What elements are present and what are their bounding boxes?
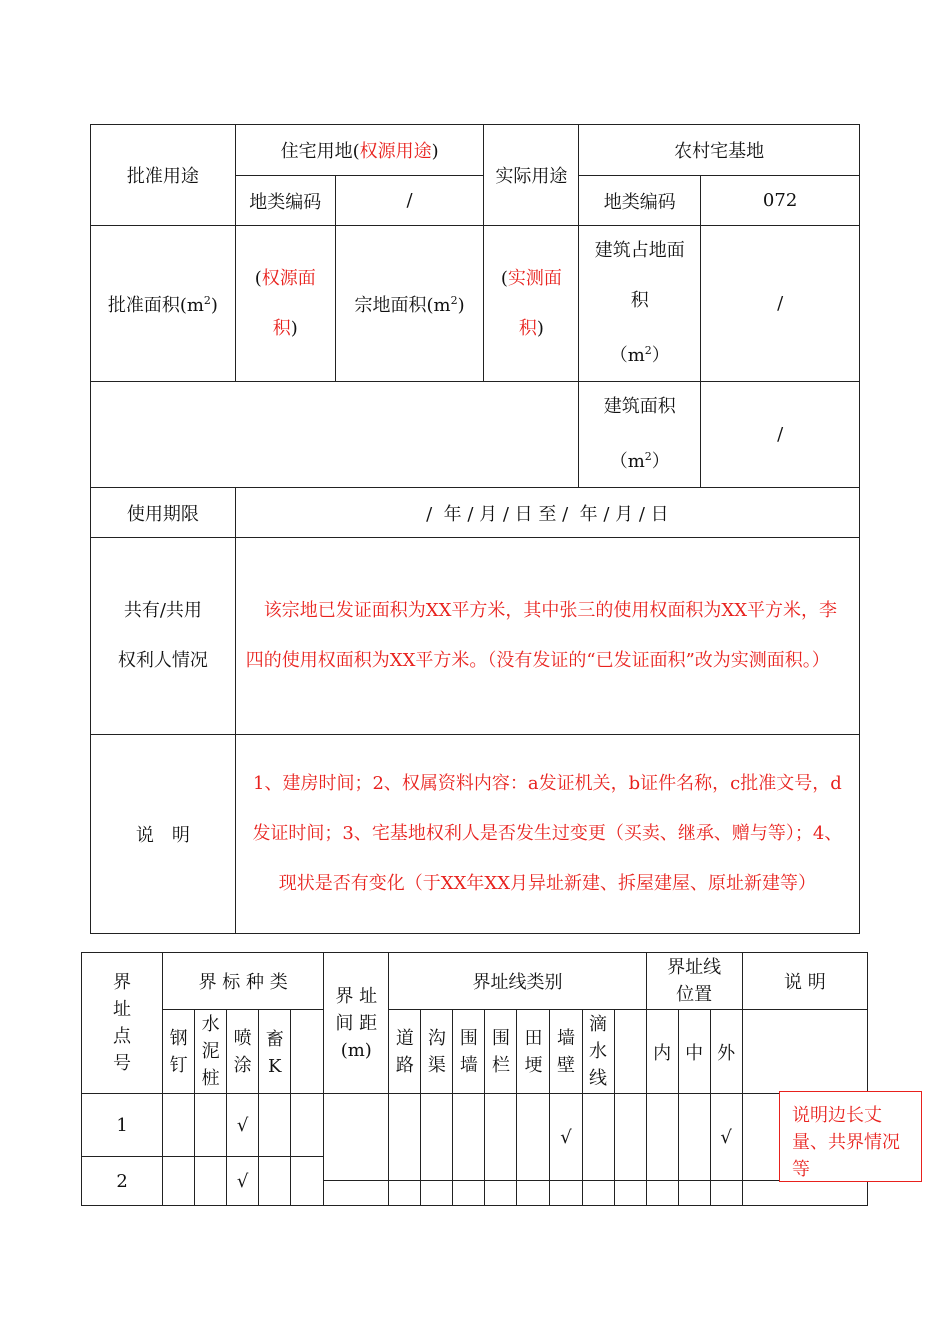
marker-steel-nail: 钢 钉 (163, 1010, 195, 1094)
line-ditch: 沟 渠 (421, 1010, 453, 1094)
table-row (82, 1094, 868, 1157)
term-label: 使用期限 (91, 488, 236, 538)
marker-spray-paint: 喷 涂 (227, 1010, 259, 1094)
approved-use-value: 住宅用地(权源用途) (235, 125, 484, 176)
pos-inner: 内 (646, 1010, 678, 1094)
line-fence: 围 栏 (485, 1010, 517, 1094)
marker-cement-pile: 水 泥 桩 (195, 1010, 227, 1094)
note-label-2: 说 明 (742, 953, 867, 1010)
blank-area (91, 382, 579, 488)
position-label: 界址线 位置 (646, 953, 742, 1010)
check-mark: √ (550, 1094, 582, 1181)
pos-outer: 外 (710, 1010, 742, 1094)
shared-rights-label: 共有/共用 权利人情况 (91, 538, 236, 735)
marker-type-label: 界 标 种 类 (163, 953, 324, 1010)
line-building-wall: 墙 壁 (550, 1010, 582, 1094)
line-road: 道 路 (389, 1010, 421, 1094)
land-code-value-1: / (335, 176, 484, 226)
check-mark: √ (710, 1094, 742, 1181)
approved-area-value: (权源面 积) (235, 226, 335, 382)
parcel-area-value: (实测面 积) (484, 226, 579, 382)
parcel-area-label: 宗地面积$(m^2)$ (335, 226, 484, 382)
building-area-label: 建筑面积 $(m^2)$ (579, 382, 701, 488)
callout-note: 说明边长丈量、共界情况等 (779, 1091, 922, 1182)
marker-other: 畜 K (259, 1010, 291, 1094)
point-no-label: 界 址 点 号 (82, 953, 163, 1094)
note-label: 说 明 (91, 735, 236, 934)
note-blank (742, 1010, 867, 1094)
term-value: / 年 / 月 / 日 至 / 年 / 月 / 日 (235, 488, 859, 538)
line-type-label: 界址线类别 (389, 953, 646, 1010)
check-mark: √ (227, 1094, 259, 1157)
line-wall: 围 墙 (453, 1010, 485, 1094)
line-ridge: 田 埂 (517, 1010, 550, 1094)
land-code-label-2: 地类编码 (579, 176, 701, 226)
land-info-table (90, 124, 860, 934)
shared-rights-text: 该宗地已发证面积为XX平方米，其中张三的使用权面积为XX平方米，李四的使用权面积为XX平方米。（没有发证的“已发证面积”改为实测面积。） (235, 538, 859, 735)
point-no: 1 (82, 1094, 163, 1157)
footprint-area-label: 建筑占地面 积 $(m^2)$ (579, 226, 701, 382)
distance-label: 界 址 间 距 (m) (324, 953, 389, 1094)
land-code-label-1: 地类编码 (235, 176, 335, 226)
marker-blank (291, 1010, 324, 1094)
note-text: 1、建房时间；2、权属资料内容：a发证机关，b证件名称，c批准文号，d发证时间；3、宅基地权利人是否发生过变更（买卖、继承、赠与等）；4、现状是否有变化（于XX年XX月异址新建、拆屋建屋、原址新建等） (235, 735, 859, 934)
actual-use-label: 实际用途 (484, 125, 579, 226)
actual-use-value: 农村宅基地 (579, 125, 860, 176)
pos-middle: 中 (678, 1010, 710, 1094)
building-area-value: / (701, 382, 860, 488)
land-code-value-2: 072 (701, 176, 860, 226)
approved-area-label: 批准面积$(m^2)$ (91, 226, 236, 382)
line-blank (614, 1010, 646, 1094)
check-mark: √ (227, 1157, 259, 1206)
line-drip: 滴 水 线 (582, 1010, 614, 1094)
footprint-area-value: / (701, 226, 860, 382)
boundary-table (81, 952, 868, 1206)
approved-use-label: 批准用途 (91, 125, 236, 226)
point-no: 2 (82, 1157, 163, 1206)
